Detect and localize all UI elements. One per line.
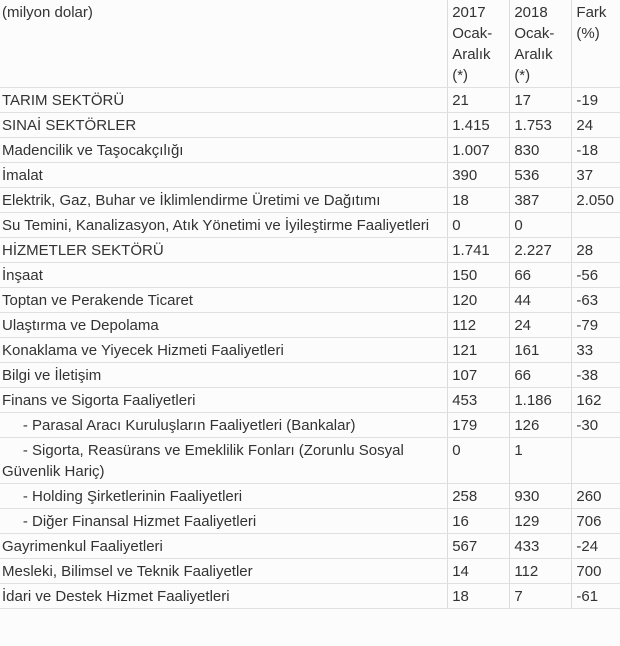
column-header-2018: 2018 Ocak-Aralık (*): [510, 0, 572, 88]
value-2018: 0: [510, 213, 572, 238]
value-2018: 2.227: [510, 238, 572, 263]
table-header: [0, 0, 620, 88]
sector-label: - Sigorta, Reasürans ve Emeklilik Fonları (Zorunlu Sosyal Güvenlik Hariç): [0, 438, 448, 484]
unit-header: (milyon dolar): [0, 0, 448, 88]
table-row: [0, 559, 620, 584]
value-2018: 1.186: [510, 388, 572, 413]
value-2017: 390: [448, 163, 510, 188]
sector-label: TARIM SEKTÖRÜ: [0, 88, 448, 113]
value-2017: 0: [448, 213, 510, 238]
value-2017: 16: [448, 509, 510, 534]
value-fark: -24: [572, 534, 620, 559]
value-2017: 179: [448, 413, 510, 438]
sector-label: Konaklama ve Yiyecek Hizmeti Faaliyetleri: [0, 338, 448, 363]
value-2018: 126: [510, 413, 572, 438]
table-row: [0, 484, 620, 509]
value-2018: 830: [510, 138, 572, 163]
value-2018: 433: [510, 534, 572, 559]
table-row: [0, 338, 620, 363]
sector-label: İmalat: [0, 163, 448, 188]
value-2018: 930: [510, 484, 572, 509]
value-2018: 112: [510, 559, 572, 584]
value-fark: -38: [572, 363, 620, 388]
value-2017: 18: [448, 584, 510, 609]
value-fark: [572, 438, 620, 484]
header-row: [0, 0, 620, 88]
value-2017: 1.415: [448, 113, 510, 138]
sector-label: Bilgi ve İletişim: [0, 363, 448, 388]
sector-label: İdari ve Destek Hizmet Faaliyetleri: [0, 584, 448, 609]
value-2017: 121: [448, 338, 510, 363]
value-fark: 700: [572, 559, 620, 584]
table-row: [0, 438, 620, 484]
sector-label: Ulaştırma ve Depolama: [0, 313, 448, 338]
value-fark: 2.050: [572, 188, 620, 213]
table-row: [0, 388, 620, 413]
table-row: [0, 88, 620, 113]
sector-label: Madencilik ve Taşocakçılığı: [0, 138, 448, 163]
table-row: [0, 163, 620, 188]
table-row: [0, 584, 620, 609]
value-fark: -18: [572, 138, 620, 163]
sector-label: Mesleki, Bilimsel ve Teknik Faaliyetler: [0, 559, 448, 584]
value-2018: 66: [510, 263, 572, 288]
sector-label: - Parasal Aracı Kuruluşların Faaliyetleri (Bankalar): [0, 413, 448, 438]
sector-label: - Holding Şirketlerinin Faaliyetleri: [0, 484, 448, 509]
value-2017: 453: [448, 388, 510, 413]
value-2018: 44: [510, 288, 572, 313]
table-row: [0, 188, 620, 213]
value-2018: 387: [510, 188, 572, 213]
value-2017: 21: [448, 88, 510, 113]
table-row: [0, 363, 620, 388]
table-row: [0, 238, 620, 263]
value-fark: -63: [572, 288, 620, 313]
value-fark: -56: [572, 263, 620, 288]
table-row: [0, 138, 620, 163]
table-row: [0, 534, 620, 559]
value-2017: 14: [448, 559, 510, 584]
value-2018: 66: [510, 363, 572, 388]
value-2017: 1.007: [448, 138, 510, 163]
sector-label: HİZMETLER SEKTÖRÜ: [0, 238, 448, 263]
value-2017: 1.741: [448, 238, 510, 263]
table-row: [0, 213, 620, 238]
column-header-2017: 2017 Ocak-Aralık (*): [448, 0, 510, 88]
table-row: [0, 113, 620, 138]
value-fark: [572, 213, 620, 238]
table-row: [0, 509, 620, 534]
value-2017: 0: [448, 438, 510, 484]
value-fark: -79: [572, 313, 620, 338]
value-2018: 17: [510, 88, 572, 113]
value-2018: 1.753: [510, 113, 572, 138]
table-body: [0, 88, 620, 609]
value-fark: 162: [572, 388, 620, 413]
value-fark: -19: [572, 88, 620, 113]
sector-label: SINAİ SEKTÖRLER: [0, 113, 448, 138]
value-2018: 1: [510, 438, 572, 484]
value-2017: 567: [448, 534, 510, 559]
value-2017: 18: [448, 188, 510, 213]
column-header-fark: Fark (%): [572, 0, 620, 88]
value-2018: 7: [510, 584, 572, 609]
value-fark: 260: [572, 484, 620, 509]
value-2017: 112: [448, 313, 510, 338]
value-fark: 706: [572, 509, 620, 534]
value-2017: 258: [448, 484, 510, 509]
table-row: [0, 413, 620, 438]
value-fark: 24: [572, 113, 620, 138]
sector-label: Elektrik, Gaz, Buhar ve İklimlendirme Üretimi ve Dağıtımı: [0, 188, 448, 213]
value-2017: 120: [448, 288, 510, 313]
sector-label: Su Temini, Kanalizasyon, Atık Yönetimi ve İyileştirme Faaliyetleri: [0, 213, 448, 238]
sector-label: Gayrimenkul Faaliyetleri: [0, 534, 448, 559]
value-2018: 161: [510, 338, 572, 363]
value-2018: 24: [510, 313, 572, 338]
value-2018: 536: [510, 163, 572, 188]
sector-label: İnşaat: [0, 263, 448, 288]
sector-label: Toptan ve Perakende Ticaret: [0, 288, 448, 313]
value-fark: -61: [572, 584, 620, 609]
value-fark: -30: [572, 413, 620, 438]
value-2017: 107: [448, 363, 510, 388]
value-fark: 33: [572, 338, 620, 363]
sector-label: Finans ve Sigorta Faaliyetleri: [0, 388, 448, 413]
table-row: [0, 313, 620, 338]
table-row: [0, 263, 620, 288]
value-2018: 129: [510, 509, 572, 534]
value-2017: 150: [448, 263, 510, 288]
value-fark: 37: [572, 163, 620, 188]
table-row: [0, 288, 620, 313]
value-fark: 28: [572, 238, 620, 263]
sector-label: - Diğer Finansal Hizmet Faaliyetleri: [0, 509, 448, 534]
